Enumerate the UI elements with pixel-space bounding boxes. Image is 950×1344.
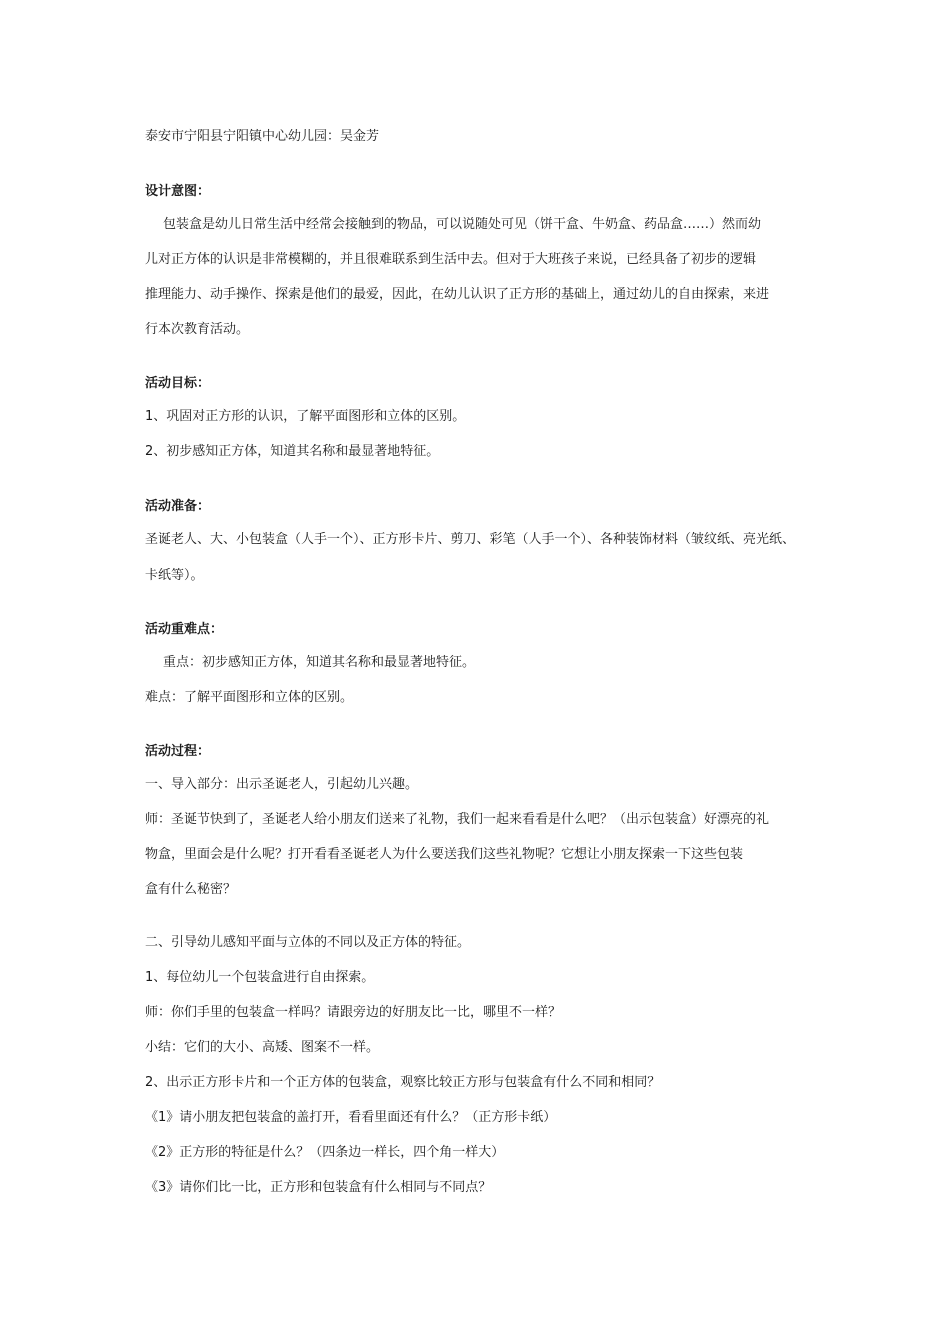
goals-heading: 活动目标： xyxy=(145,376,211,391)
author-line: 泰安市宁阳县宁阳镇中心幼儿园：吴金芳 xyxy=(145,129,380,144)
process-part2-line: 《3》请你们比一比，正方形和包装盒有什么相同与不同点？ xyxy=(145,1180,492,1195)
process-part2-line: 2、出示正方形卡片和一个正方体的包装盒，观察比较正方形与包装盒有什么不同和相同？ xyxy=(145,1075,661,1090)
design-paragraph-line: 行本次教育活动。 xyxy=(145,322,250,337)
process-part2-title: 二、引导幼儿感知平面与立体的不同以及正方体的特征。 xyxy=(145,935,471,950)
process-part2-line: 师：你们手里的包装盒一样吗？请跟旁边的好朋友比一比，哪里不一样？ xyxy=(145,1005,562,1020)
prep-line: 卡纸等）。 xyxy=(145,568,204,583)
prep-line: 圣诞老人、大、小包装盒（人手一个）、正方形卡片、剪刀、彩笔（人手一个）、各种装饰材料（皱纹纸、亮光纸、 xyxy=(145,532,796,547)
process-part1-line: 师：圣诞节快到了，圣诞老人给小朋友们送来了礼物，我们一起来看看是什么吧？（出示包装盒）好漂亮的礼 xyxy=(145,812,770,827)
goal-item: 1、巩固对正方形的认识，了解平面图形和立体的区别。 xyxy=(145,409,466,424)
goal-item: 2、初步感知正方体，知道其名称和最显著地特征。 xyxy=(145,444,440,459)
process-part1-title: 一、导入部分：出示圣诞老人，引起幼儿兴趣。 xyxy=(145,777,419,792)
process-part2-line: 《2》正方形的特征是什么？（四条边一样长，四个角一样大） xyxy=(145,1145,505,1160)
process-heading: 活动过程： xyxy=(145,744,211,759)
process-part1-line: 盒有什么秘密？ xyxy=(145,882,237,897)
design-paragraph-line: 儿对正方体的认识是非常模糊的，并且很难联系到生活中去。但对于大班孩子来说，已经具备了初步的逻辑 xyxy=(145,252,757,267)
process-part2-line: 《1》请小朋友把包装盒的盖打开，看看里面还有什么？（正方形卡纸） xyxy=(145,1110,557,1125)
key-point: 重点：初步感知正方体，知道其名称和最显著地特征。 xyxy=(163,655,476,670)
design-paragraph-line: 包装盒是幼儿日常生活中经常会接触到的物品，可以说随处可见（饼干盒、牛奶盒、药品盒……）然而幼 xyxy=(163,217,762,232)
difficult-point: 难点：了解平面图形和立体的区别。 xyxy=(145,690,354,705)
key-points-heading: 活动重难点： xyxy=(145,622,224,637)
process-part2-line: 小结：它们的大小、高矮、图案不一样。 xyxy=(145,1040,380,1055)
design-heading: 设计意图： xyxy=(145,184,211,199)
process-part2-line: 1、每位幼儿一个包装盒进行自由探索。 xyxy=(145,970,375,985)
prep-heading: 活动准备： xyxy=(145,499,211,514)
design-paragraph-line: 推理能力、动手操作、探索是他们的最爱，因此，在幼儿认识了正方形的基础上，通过幼儿的自由探索，来进 xyxy=(145,287,770,302)
process-part1-line: 物盒，里面会是什么呢？打开看看圣诞老人为什么要送我们这些礼物呢？它想让小朋友探索一下这些包装 xyxy=(145,847,744,862)
